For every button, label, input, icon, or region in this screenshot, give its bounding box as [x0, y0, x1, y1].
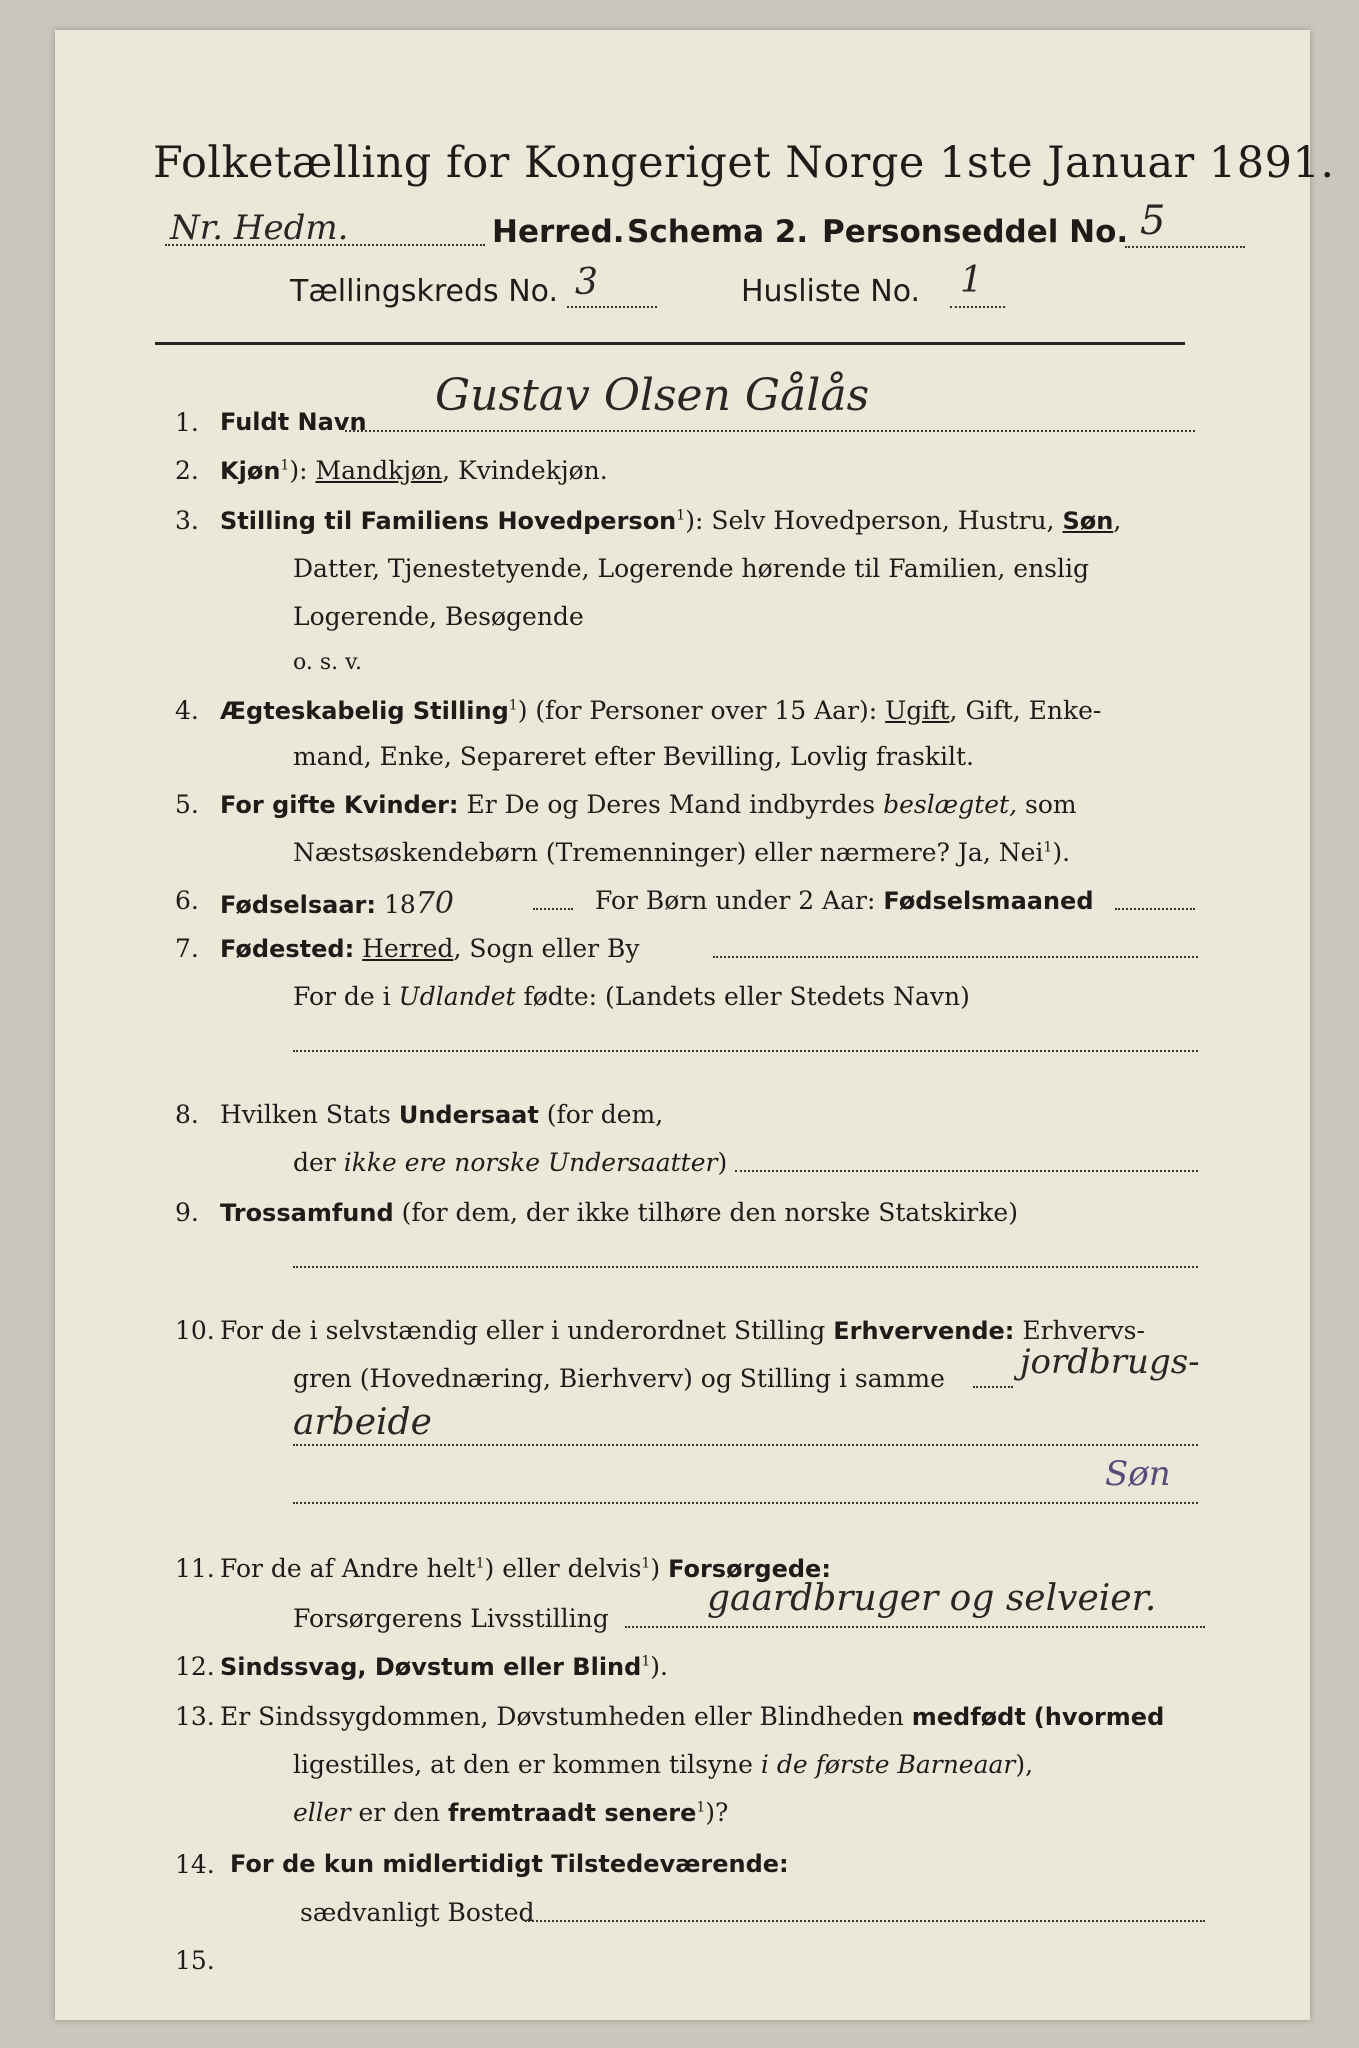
q13-number: 13.	[175, 1702, 215, 1731]
q10-occupation-value-1: jordbrugs-	[1020, 1342, 1200, 1382]
q15-number: 15.	[175, 1946, 215, 1975]
q3-line4: o. s. v.	[293, 650, 362, 675]
q13-line1: Er Sindssygdommen, Døvstumheden eller Blindheden medfødt (hvormed	[220, 1702, 1165, 1731]
husliste-dotted-line	[950, 306, 1005, 308]
personseddel-value: 5	[1140, 198, 1166, 244]
q14-line2: sædvanligt Bosted	[300, 1898, 535, 1927]
husliste-label: Husliste No.	[741, 274, 921, 309]
q11-number: 11.	[175, 1554, 215, 1583]
q6-label-line: Fødselsaar: 1870	[220, 886, 454, 921]
q8-dotted-line	[735, 1170, 1198, 1172]
personseddel-dotted-line	[1125, 246, 1245, 248]
q6-number: 6.	[175, 886, 199, 915]
q3-line1: Stilling til Familiens Hovedperson$^1$): Selv Hovedperson, Hustru, Søn,	[220, 506, 1122, 535]
q3-son-underlined: Søn	[1062, 507, 1114, 535]
kreds-dotted-line	[567, 306, 657, 308]
form-title: Folketælling for Kongeriget Norge 1ste Januar 1891.	[153, 138, 1335, 188]
q8-number: 8.	[175, 1100, 199, 1129]
q6-month-dotted-line	[1115, 908, 1195, 910]
herred-dotted-line	[165, 244, 485, 246]
q4-ugift-underlined: Ugift	[885, 696, 950, 725]
kreds-value: 3	[575, 262, 598, 303]
q14-number: 14.	[175, 1850, 215, 1879]
q11-line2: Forsørgerens Livsstilling	[293, 1604, 609, 1633]
q5-number: 5.	[175, 790, 199, 819]
q11-dotted-line	[625, 1626, 1205, 1628]
q10-dotted-line-3	[293, 1502, 1198, 1504]
q10-dotted-line-2	[293, 1444, 1198, 1446]
herred-value: Nr. Hedm.	[170, 208, 349, 248]
q3-number: 3.	[175, 506, 199, 535]
personseddel-label: Personseddel No.	[822, 214, 1129, 250]
q7-number: 7.	[175, 934, 199, 963]
q3-line3: Logerende, Besøgende	[293, 602, 584, 631]
q9-number: 9.	[175, 1198, 199, 1227]
q13-line3: eller er den fremtraadt senere$^1$)?	[293, 1798, 729, 1827]
q13-line2: ligestilles, at den er kommen tilsyne i de første Barneaar),	[293, 1750, 1034, 1779]
q10-dotted-line-1	[973, 1386, 1013, 1388]
herred-label: Herred.	[492, 214, 625, 250]
q4-line1: Ægteskabelig Stilling$^1$) (for Personer over 15 Aar): Ugift, Gift, Enke-	[220, 696, 1102, 725]
q6-year-value: 70	[415, 886, 454, 921]
header-rule	[155, 342, 1185, 345]
q7-foreign-dotted-line	[293, 1050, 1198, 1052]
q5-line2: Næstsøskendebørn (Tremenninger) eller nærmere? Ja, Nei$^1$).	[293, 838, 1071, 867]
q10-occupation-value-2: arbeide	[293, 1402, 432, 1443]
q3-line2: Datter, Tjenestetyende, Logerende hørende til Familien, enslig	[293, 554, 1090, 583]
q1-number: 1.	[175, 408, 199, 437]
q2-text: Kjøn$^1$): Mandkjøn, Kvindekjøn.	[220, 456, 608, 485]
q11-provider-value: gaardbruger og selveier.	[707, 1578, 1157, 1619]
q6-children-text: For Børn under 2 Aar: Fødselsmaaned	[595, 886, 1094, 915]
q10-number: 10.	[175, 1316, 215, 1345]
q6-year-dotted-line	[533, 908, 573, 910]
kreds-label: Tællingskreds No.	[290, 274, 558, 309]
q9-line1: Trossamfund (for dem, der ikke tilhøre den norske Statskirke)	[220, 1198, 1018, 1227]
q14-dotted-line	[525, 1920, 1205, 1922]
q1-name-value: Gustav Olsen Gålås	[435, 370, 870, 421]
q7-dotted-line	[713, 956, 1198, 958]
q12-number: 12.	[175, 1652, 215, 1681]
q10-line1: For de i selvstændig eller i underordnet Stilling Erhvervende: Erhvervs-	[220, 1316, 1145, 1345]
q2-number: 2.	[175, 456, 199, 485]
q11-line1: For de af Andre helt$^1$) eller delvis$^1$) Forsørgede:	[220, 1554, 831, 1583]
q4-number: 4.	[175, 696, 199, 725]
census-form-sheet	[55, 30, 1335, 2020]
q7-herred-underlined: Herred	[362, 934, 454, 963]
q8-line1: Hvilken Stats Undersaat (for dem,	[220, 1100, 664, 1129]
schema-label: Schema 2.	[627, 214, 809, 250]
q1-label: Fuldt Navn	[220, 408, 367, 436]
q7-line1: Fødested: Herred, Sogn eller By	[220, 934, 640, 963]
q5-line1: For gifte Kvinder: Er De og Deres Mand indbyrdes beslægtet, som	[220, 790, 1077, 819]
q10-line2: gren (Hovednæring, Bierhverv) og Stilling i samme	[293, 1364, 945, 1393]
q14-label: For de kun midlertidigt Tilstedeværende:	[230, 1850, 789, 1878]
q7-line2: For de i Udlandet fødte: (Landets eller Stedets Navn)	[293, 982, 970, 1011]
q9-dotted-line	[293, 1266, 1198, 1268]
q12-line1: Sindssvag, Døvstum eller Blind$^1$).	[220, 1652, 668, 1681]
q4-line2: mand, Enke, Separeret efter Bevilling, Lovlig fraskilt.	[293, 742, 974, 771]
q1-dotted-line	[345, 430, 1195, 432]
q2-mandkjon: Mandkjøn	[315, 456, 443, 485]
q10-annotation-value: Søn	[1105, 1454, 1171, 1494]
q8-line2: der ikke ere norske Undersaatter)	[293, 1148, 728, 1177]
husliste-value: 1	[960, 260, 983, 301]
